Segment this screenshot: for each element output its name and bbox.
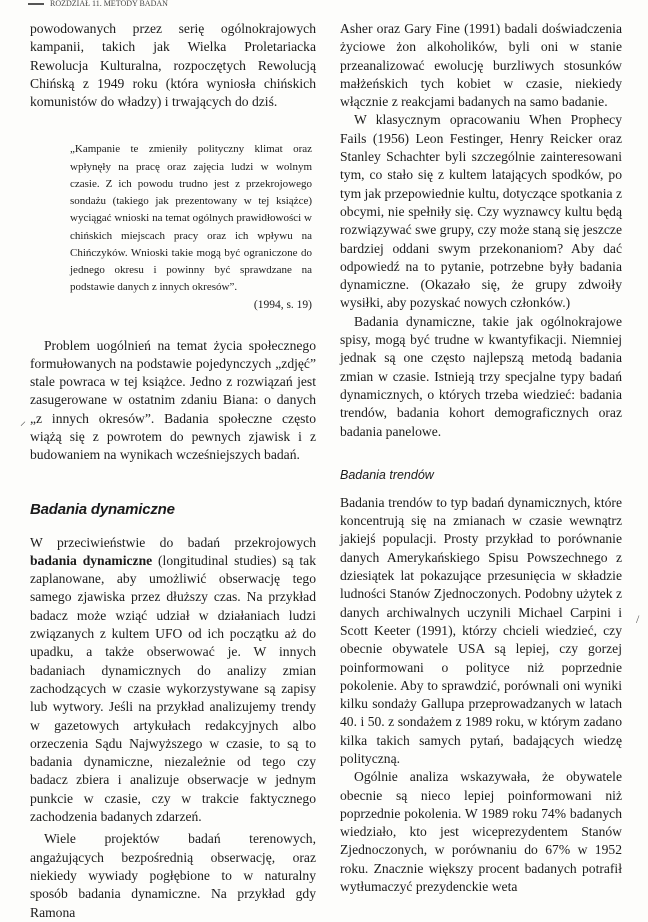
paragraph: powodowanych przez serię ogólnokrajowych kampanii, takich jak Wielka Proletariacka Rewolucja Kulturalna, rozpoczętych Rewolucją Chińską z 1949 roku (która wyniosła chińskich komunistów do władzy) i trwających do dziś. bbox=[30, 21, 316, 110]
quote-citation: (1994, s. 19) bbox=[253, 299, 312, 312]
paragraph: Badania dynamiczne, takie jak ogólnokrajowe spisy, mogą być trudne w kwantyfikacji. Niemniej jednak są one często najlepszą metodą badania zmian w czasie. Istnieją trzy specjalne typy badań dynamicznych, o których trzeba wiedzieć: badania trendów, badania kohort demograficznych oraz badania panelowe. bbox=[340, 313, 622, 439]
quote-text: „Kampanie te zmieniły polityczny klimat oraz wpłynęły na pracę oraz zajęcia ludzi w wolnym czasie. Z ich powodu trudno jest z przekrojowego sondażu (takiego jak prezentowany w tej książce) wyciągać wnioski na temat ogólnych prawidłowości w chińskich miejscach pracy oraz ich wpływu na Chińczyków. Wnioski takie mogą być ograniczone do jednego okresu i powinny być sprawdzane na podstawie danych z innych okresów”. bbox=[70, 143, 312, 294]
running-header bbox=[28, 0, 278, 10]
paragraph: Wiele projektów badań terenowych, angażujących bezpośrednią obserwację, oraz niekiedy wywiady pogłębione to w naturalny sposób badania dynamiczne. Na przykład gdy Ramona bbox=[30, 831, 316, 920]
paragraph: Ogólnie analiza wskazywała, że obywatele obecnie są nieco lepiej poinformowani niż poprzednie pokolenia. W 1989 roku 74% badanych wiedziało, kto jest wiceprezydentem Stanów Zjednoczonych, w porównaniu do 67% w 1952 roku. Znacznie większy procent badanych potrafił wytłumaczyć prezydenckie weta bbox=[340, 769, 622, 895]
running-header-text: ROZDZIAŁ 11. METODY BADAŃ bbox=[50, 0, 168, 8]
paragraph: Asher oraz Gary Fine (1991) badali doświadczenia życiowe żon alkoholików, byli oni w stanie przeanalizować ewolucję burzliwych stosunków małżeńskich tych kobiet w czasie, niekiedy włącznie z reakcjami badanych na samo badanie. bbox=[340, 21, 622, 110]
paragraph-text: W przeciwieństwie do badań przekrojowych bbox=[30, 534, 316, 550]
paragraph bbox=[30, 534, 316, 827]
key-term: badania dynamiczne bbox=[30, 552, 153, 568]
margin-annotation-icon: ⸝ bbox=[20, 414, 27, 428]
left-column bbox=[30, 20, 316, 922]
margin-annotation-icon: / bbox=[636, 612, 640, 626]
subsection-heading: Badania trendów bbox=[340, 467, 434, 482]
section-heading: Badania dynamiczne bbox=[30, 500, 175, 518]
paragraph: Badania trendów to typ badań dynamicznych, które koncentrują się na zmianach w czasie wewnątrz jakiejś populacji. Prosty przykład to porównanie danych Amerykańskiego Spisu Powszechnego z dziesiątek lat pokazujące przesunięcia w składzie ludności Stanów Zjednoczonych. Podobny użytek z danych archiwalnych uczynili Michael Carpini i Scott Keeter (1991), którzy chcieli wiedzieć, czy obecnie obywatele USA są lepiej, czy gorzej poinformowani o polityce niż poprzednie pokolenie. Aby to sprawdzić, porównali oni wyniki kilku sondaży Gallupa przeprowadzanych w latach 40. i 50. z sondażem z 1989 roku, w którym zadano kilka takich samych pytań, badających wiedzę polityczną. bbox=[340, 494, 622, 766]
right-column bbox=[340, 20, 622, 896]
paragraph: W klasycznym opracowaniu When Prophecy Fails (1956) Leon Festinger, Henry Reicker oraz Stanley Schachter byli szczególnie zainteresowani tym, co stało się z kultem latających spodków, po tym jak przepowiednie kultu, dotyczące spotkania z obcymi, nie spełniły się. Czy wyznawcy kultu będą rozwiązywać swe grupy, czy może staną się jeszcze bardziej oddani swym przekonaniom? Aby dać odpowiedź na to pytanie, potrzebne były badania dynamiczne. (Okazało się, że grupy zdwoiły wysiłki, aby pozyskać nowych członków.) bbox=[340, 112, 622, 311]
paragraph-text: (longitudinal studies) są tak zaplanowane, aby umożliwić obserwację tego samego zjawiska przez dłuższy czas. Na przykład badacz może wziąć udział w działaniach ludzi związanych z kultem UFO od ich początku aż do upadku, a także obserwować je. W innych badaniach dynamicznych do analizy zmian zachodzących w czasie wykorzystywane są zapisy lub wytwory. Jeśli na przykład analizujemy trendy w gazetowych artykułach redakcyjnych albo orzeczenia Sądu Najwyższego w czasie, to są to badania dynamiczne, niezależnie od tego czy badacz zbiera i analizuje obserwacje w jednym punkcie w czasie, czy w trakcie faktycznego zachodzenia badanych zdarzeń. bbox=[30, 552, 316, 825]
paragraph: Problem uogólnień na temat życia społecznego formułowanych na podstawie pojedynczych „zdjęć” stale powraca w tej książce. Jedno z rozwiązań jest zasugerowane w ostatnim zdaniu Biana: o danych „z innych okresów”. Badania społeczne często wiążą się z powrotem do pewnych zjawisk i z budowaniem na wynikach wcześniejszych badań. bbox=[30, 337, 316, 463]
header-rule bbox=[28, 3, 44, 5]
block-quote bbox=[70, 141, 312, 314]
